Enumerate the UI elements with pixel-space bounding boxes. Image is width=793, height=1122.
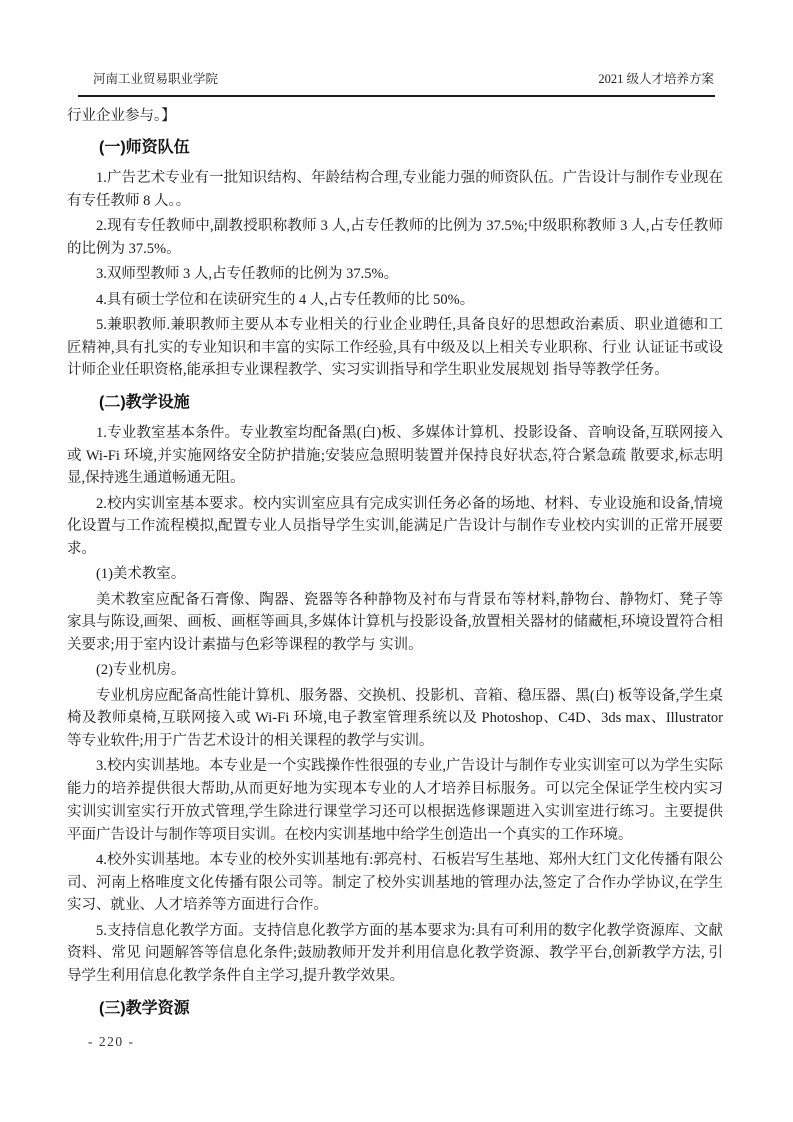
section-heading-facilities: (二)教学设施 [99, 394, 190, 411]
header-school-name: 河南工业贸易职业学院 [93, 72, 219, 86]
paragraph-facilities-4: 4.校外实训基地。本专业的校外实训基地有:郭亮村、石板岩写生基地、郑州大红门文化传播有限公司、河南上格唯度文化传播有限公司等。制定了校外实训基地的管理办法,签定了合作办学协议,在学生实习、就业、人才培养等方面进行合作。 [67, 851, 723, 914]
paragraph-faculty-5: 5.兼职教师.兼职教师主要从本专业相关的行业企业聘任,具备良好的思想政治素质、职业道德和工匠精神,具有扎实的专业知识和丰富的实际工作经验,具有中级及以上相关专业职称、行业 认证证书或设计师企业任职资格,能承担专业课程教学、实习实训指导和学生职业发展规划 指导等教学任务。 [67, 316, 723, 379]
paragraph-art-classroom-detail: 美术教室应配备石膏像、陶器、瓷器等各种静物及衬布与背景布等材料,静物台、静物灯、凳子等家具与陈设,画架、画板、画框等画具,多媒体计算机与投影设备,放置相关器材的储藏柜,环境设置符合相关要求;用于室内设计素描与色彩等课程的教学与 实训。 [67, 591, 723, 654]
paragraph-faculty-3: 3.双师型教师 3 人,占专任教师的比例为 37.5%。 [96, 266, 399, 283]
paragraph-facilities-3: 3.校内实训基地。本专业是一个实践操作性很强的专业,广告设计与制作专业实训室可以为学生实际能力的培养提供很大帮助,从而更好地为实现本专业的人才培养目标服务。可以完全保证学生校内实习实训实训室实行开放式管理,学生除进行课堂学习还可以根据选修课题进入实训室进行练习。主要提供平面广告设计与制作等项目实训。在校内实训基地中给学生创造出一个真实的工作环境。 [67, 758, 723, 843]
paragraph-computer-lab-detail: 专业机房应配备高性能计算机、服务器、交换机、投影机、音箱、稳压器、黑(白) 板等设备,学生桌椅及教师桌椅,互联网接入或 Wi-Fi 环境,电子教室管理系统以及 Photoshop、C4D、3ds max、Illustrator 等专业软件;用于广告艺术设计的相关课程的教学与实训。 [67, 687, 723, 750]
section-heading-faculty: (一)师资队伍 [99, 139, 190, 157]
subitem-computer-lab: (2)专业机房。 [96, 662, 186, 679]
paragraph-faculty-1: 1.广告艺术专业有一批知识结构、年龄结构合理,专业能力强的师资队伍。广告设计与制作专业现在有专任教师 8 人。。 [67, 170, 723, 209]
paragraph-faculty-2: 2.现有专任教师中,副教授职称教师 3 人,占专任教师的比例为 37.5%;中级职称教师 3 人,占专任教师的比例为 37.5%。 [67, 218, 723, 257]
page-header [78, 71, 715, 97]
paragraph-facilities-1: 1.专业教室基本条件。专业教室均配备黑(白)板、多媒体计算机、投影设备、音响设备,互联网接入或 Wi-Fi 环境,并实施网络安全防护措施;安装应急照明装置并保持良好状态,符合紧急疏 散要求,标志明显,保持逃生通道畅通无阻。 [67, 425, 723, 487]
paragraph-facilities-2: 2.校内实训室基本要求。校内实训室应具有完成实训任务必备的场地、材料、专业设施和设备,情境化设置与工作流程模拟,配置专业人员指导学生实训,能满足广告设计与制作专业校内实训的正常开展要求。 [67, 495, 723, 558]
continuation-text: 行业企业参与。】 [67, 107, 176, 124]
paragraph-facilities-5: 5.支持信息化教学方面。支持信息化教学方面的基本要求为:具有可利用的数字化教学资源库、文献资料、常见 问题解答等信息化条件;鼓励教师开发并利用信息化教学资源、教学平台,创新教学方法, 引导学生利用信息化教学条件自主学习,提升教学效果。 [67, 922, 723, 984]
header-program-title: 2021 级人才培养方案 [598, 72, 714, 86]
subitem-art-classroom: (1)美术教室。 [96, 566, 186, 583]
section-heading-resources: (三)教学资源 [99, 999, 190, 1017]
paragraph-faculty-4: 4.具有硕士学位和在读研究生的 4 人,占专任教师的比 50%。 [96, 291, 475, 308]
page-number: - 220 - [88, 1034, 135, 1049]
document-body [67, 102, 723, 1028]
page-footer [88, 1034, 135, 1050]
